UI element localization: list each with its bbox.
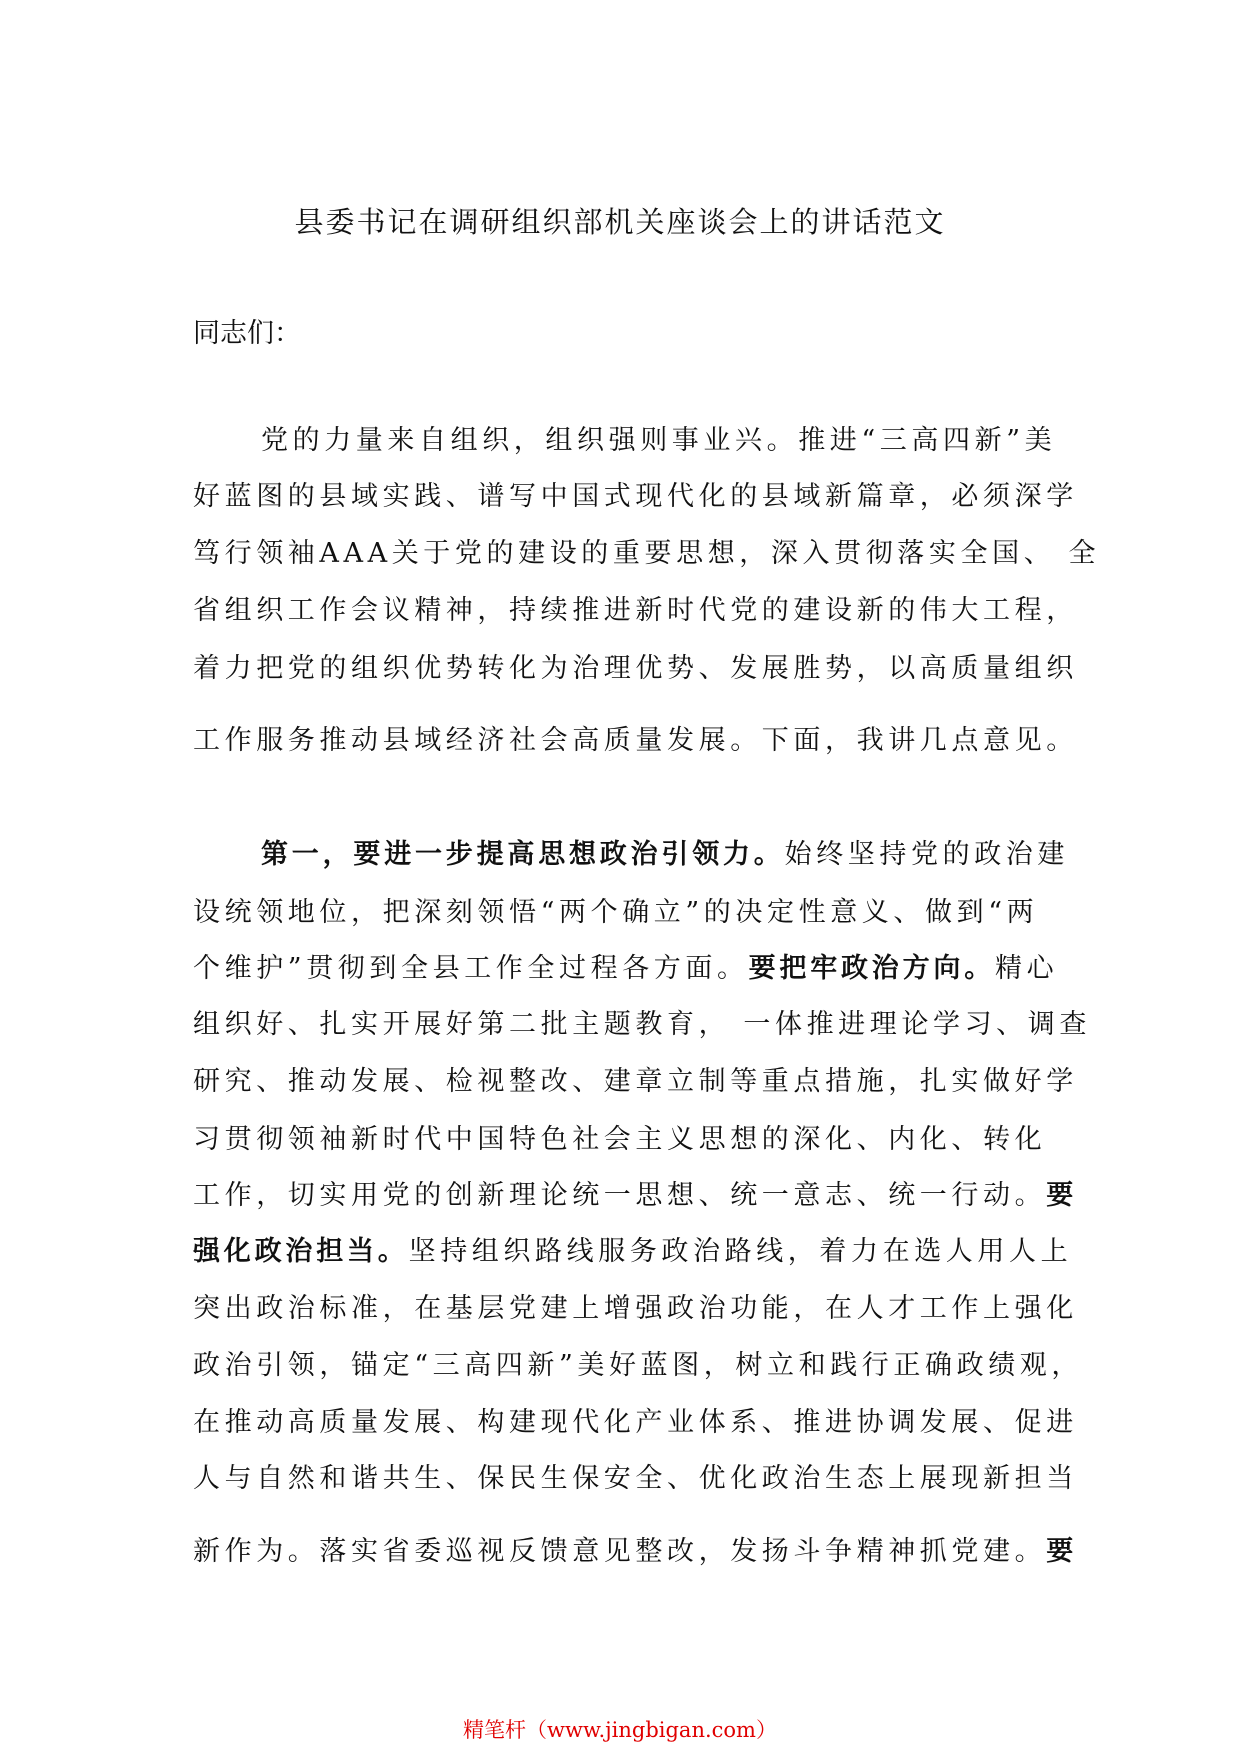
body-line <box>261 837 1069 873</box>
body-line <box>193 1122 1046 1158</box>
footer-watermark: 精笔杆（www.jingbigan.com） <box>463 1718 777 1742</box>
bold-heading-text: 要把牢政治方向。 <box>748 953 996 984</box>
body-text: 着力把党的组织优势转化为治理优势、发展胜势，以高质量组织 <box>193 653 1078 684</box>
body-line <box>193 1178 1077 1214</box>
body-text: 党的力量来自组织，组织强则事业兴。推进“三高四新”美 <box>261 425 1057 456</box>
body-text: 工作服务推动县域经济社会高质量发展。下面，我讲几点意见。 <box>193 725 1078 756</box>
greeting: 同志们： <box>193 318 301 349</box>
bold-heading-text: 强化政治担当。 <box>193 1236 409 1267</box>
body-text: 组织好、扎实开展好第二批主题教育， 一体推进理论学习、调查 <box>193 1009 1091 1040</box>
body-text: 突出政治标准，在基层党建上增强政治功能，在人才工作上强化 <box>193 1293 1078 1324</box>
body-line <box>193 1461 1078 1497</box>
body-text: 始终坚持党的政治建 <box>784 839 1070 870</box>
body-text: 习贯彻领袖新时代中国特色社会主义思想的深化、内化、转化 <box>193 1124 1047 1155</box>
body-text: 工作，切实用党的创新理论统一思想、统一意志、统一行动。 <box>193 1180 1047 1211</box>
body-text: 个维护”贯彻到全县工作全过程各方面。 <box>193 953 749 984</box>
body-line <box>193 1234 1072 1270</box>
body-text: 人与自然和谐共生、保民生保安全、优化政治生态上展现新担当 <box>193 1463 1078 1494</box>
body-line <box>193 1064 1078 1100</box>
body-text: 研究、推动发展、检视整改、建章立制等重点措施，扎实做好学 <box>193 1066 1078 1097</box>
body-line <box>193 1405 1078 1441</box>
body-line <box>193 895 1038 931</box>
body-line <box>261 423 1056 459</box>
body-text: 好蓝图的县域实践、谱写中国式现代化的县域新篇章，必须深学 <box>193 481 1078 512</box>
body-line <box>193 536 1100 572</box>
body-text: 设统领地位，把深刻领悟“两个确立”的决定性意义、做到“两 <box>193 897 1039 928</box>
body-line <box>193 479 1078 515</box>
body-text: 笃行领袖AAA关于党的建设的重要思想，深入贯彻落实全国、 全 <box>193 538 1101 569</box>
document-title: 县委书记在调研组织部机关座谈会上的讲话范文 <box>294 205 946 239</box>
body-text: 坚持组织路线服务政治路线，着力在选人用人上 <box>408 1236 1073 1267</box>
body-line <box>193 593 1078 629</box>
body-line <box>193 1291 1078 1327</box>
body-text: 精心 <box>995 953 1059 984</box>
body-line <box>193 951 1058 987</box>
body-text: 在推动高质量发展、构建现代化产业体系、推进协调发展、促进 <box>193 1407 1078 1438</box>
body-text: 省组织工作会议精神，持续推进新时代党的建设新的伟大工程， <box>193 595 1078 626</box>
body-line <box>193 723 1078 759</box>
bold-heading-text: 要 <box>1046 1536 1078 1567</box>
body-line <box>193 1348 1083 1384</box>
body-line <box>193 1007 1091 1043</box>
bold-heading-text: 第一，要进一步提高思想政治引领力。 <box>261 839 785 870</box>
body-line <box>193 651 1078 687</box>
bold-heading-text: 要 <box>1046 1180 1078 1211</box>
body-text: 新作为。落实省委巡视反馈意见整改，发扬斗争精神抓党建。 <box>193 1536 1047 1567</box>
body-text: 政治引领，锚定“三高四新”美好蓝图，树立和践行正确政绩观， <box>193 1350 1084 1381</box>
body-line <box>193 1534 1077 1570</box>
